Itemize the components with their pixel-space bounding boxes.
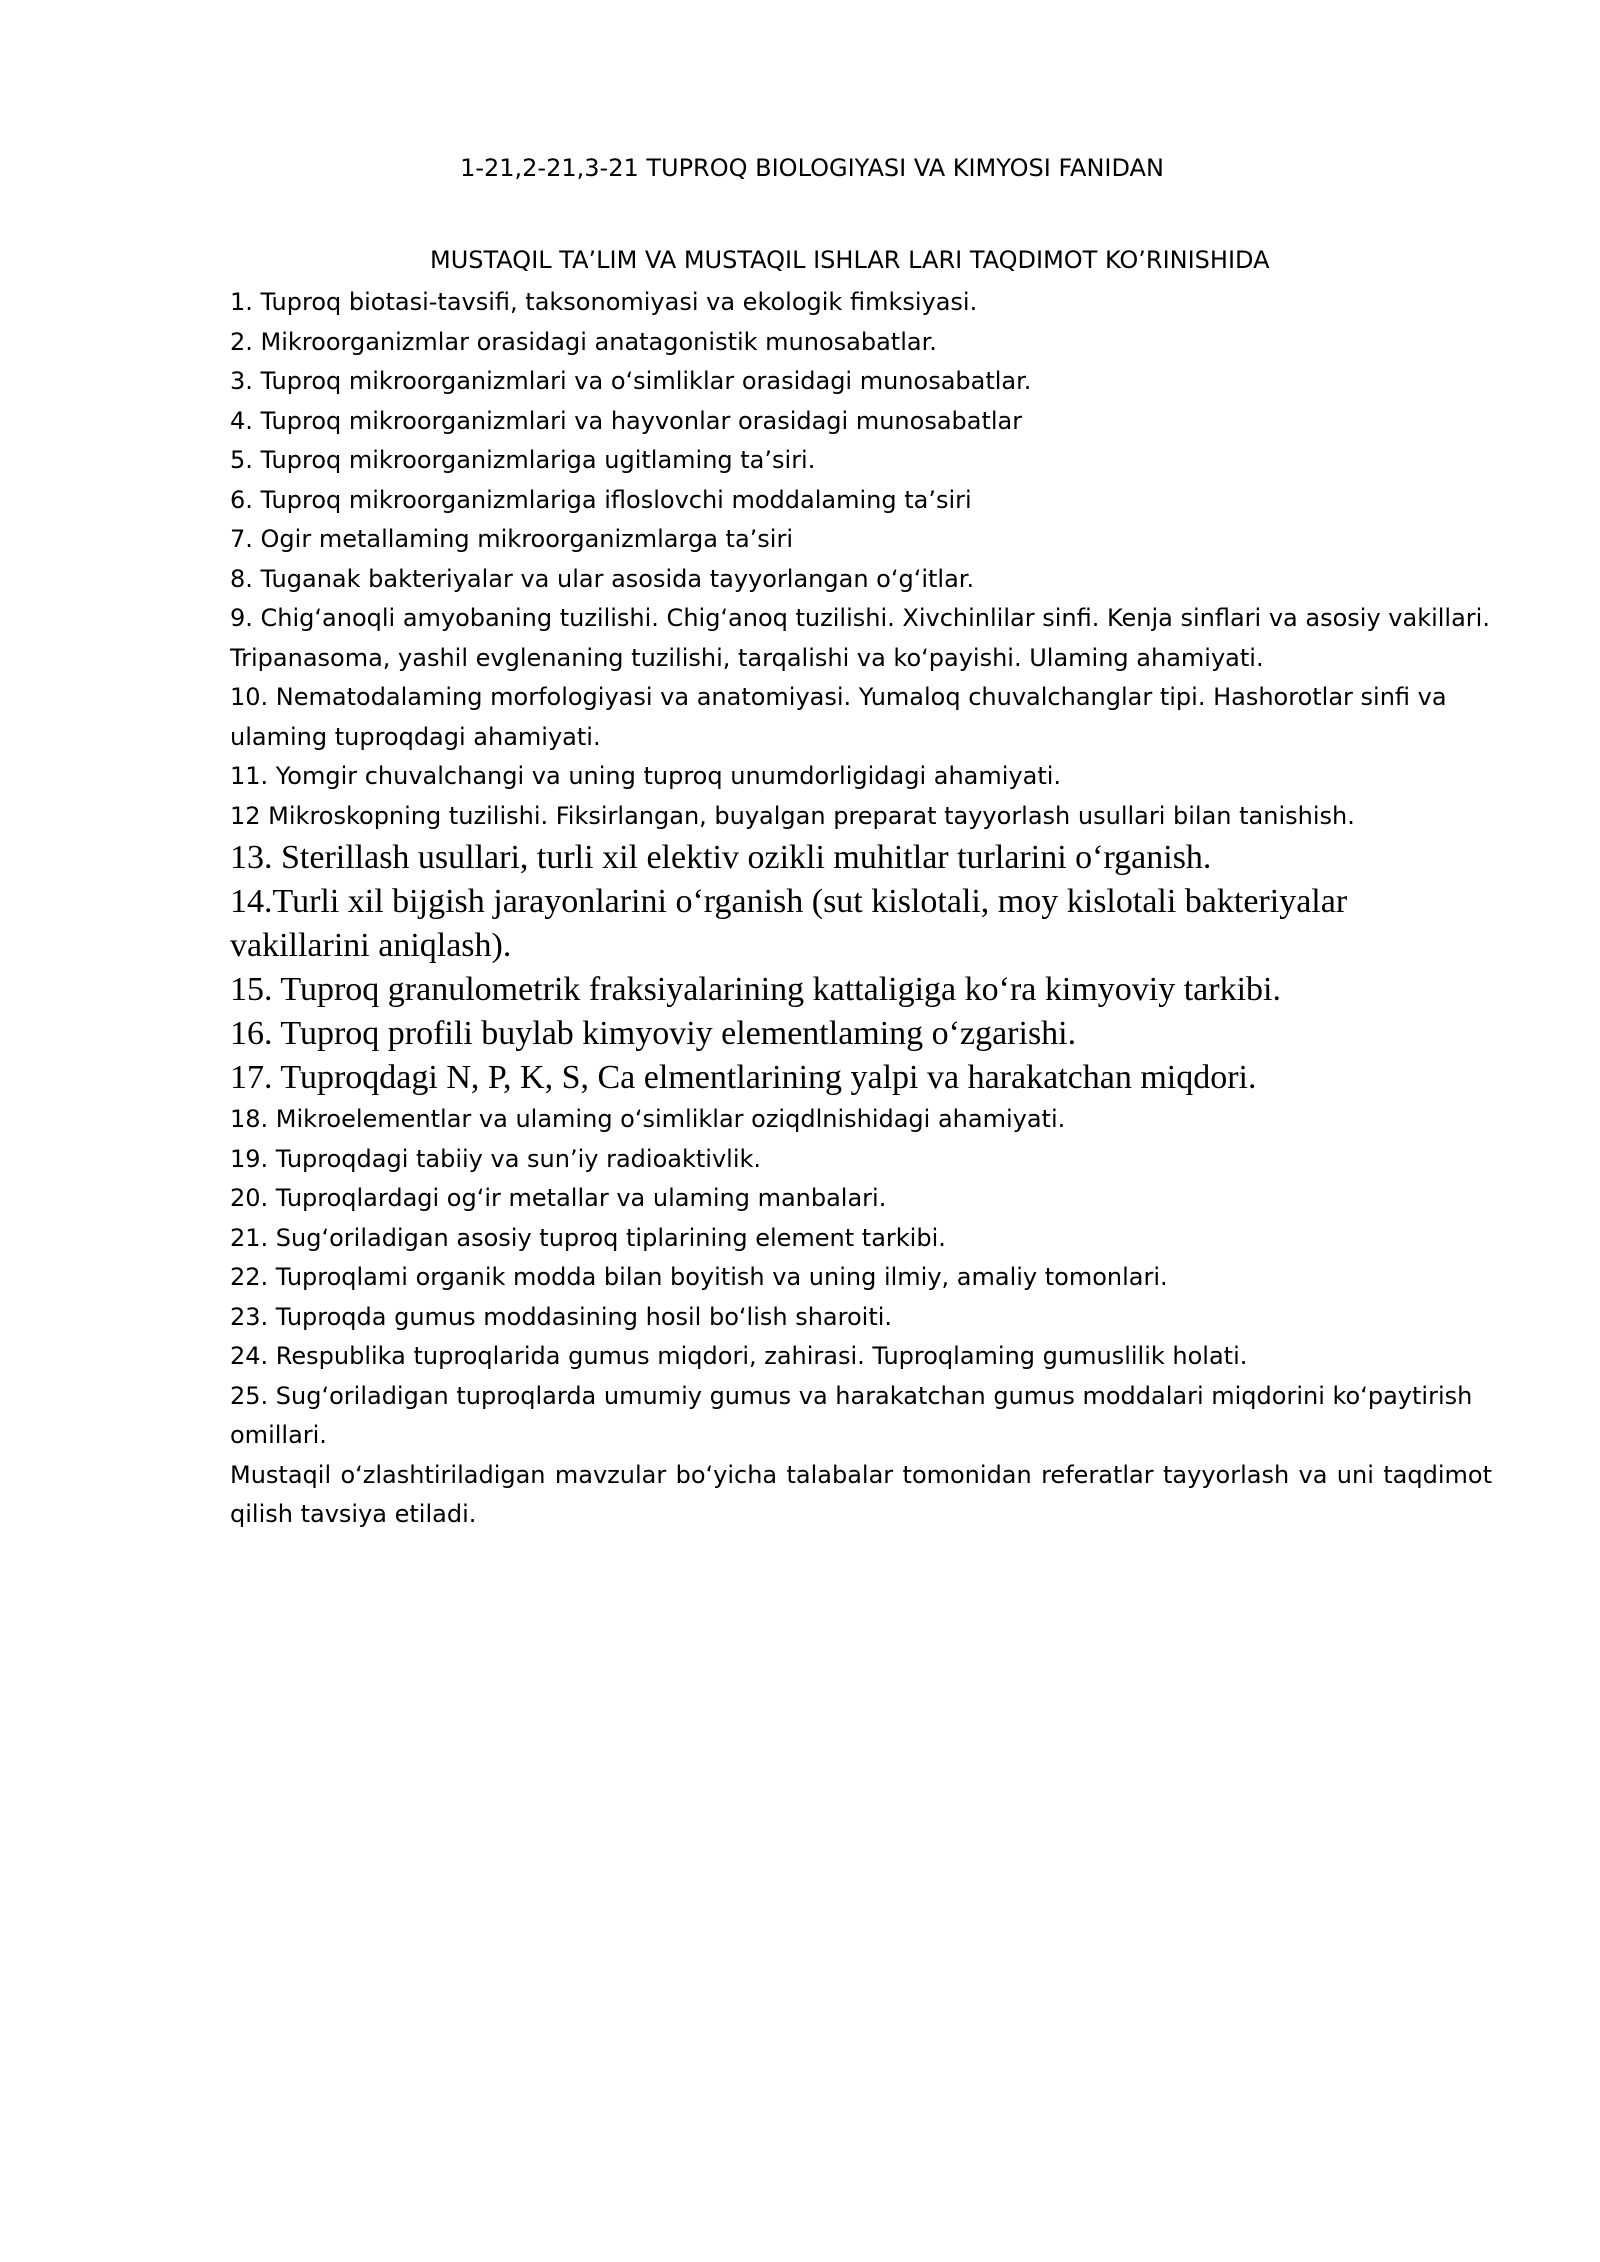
- list-item: 19. Tuproqdagi tabiiy va sun’iy radioaktivlik.: [230, 1144, 762, 1173]
- list-item: 17. Tuproqdagi N, P, K, S, Ca elmentlarining yalpi va harakatchan miqdori.: [230, 1059, 1257, 1096]
- list-item: 9. Chig‘anoqli amyobaning tuzilishi. Chig‘anoq tuzilishi. Xivchinlilar sinfi. Kenja sinflari va asosiy vakillari. Tripanasoma, yashil evglenaning tuzilishi, tarqalishi va ko‘payishi. Ulaming ahamiyati.: [230, 604, 1490, 672]
- document-title: 1-21,2-21,3-21 TUPROQ BIOLOGIYASI VA KIMYOSI FANIDAN: [460, 154, 1164, 182]
- list-item: 7. Ogir metallaming mikroorganizmlarga ta’siri: [230, 525, 793, 553]
- list-item: 24. Respublika tuproqlarida gumus miqdori, zahirasi. Tuproqlaming gumuslilik holati.: [230, 1342, 1248, 1370]
- list-item: 12 Mikroskopning tuzilishi. Fiksirlangan, buyalgan preparat tayyorlash usullari bilan tanishish.: [230, 801, 1355, 830]
- list-item: 20. Tuproqlardagi og‘ir metallar va ulaming manbalari.: [230, 1184, 887, 1212]
- list-item: 13. Sterillash usullari, turli xil elektiv ozikli muhitlar turlarini o‘rganish.: [230, 839, 1212, 876]
- list-item: 23. Tuproqda gumus moddasining hosil bo‘lish sharoiti.: [230, 1302, 893, 1331]
- list-item: 15. Tuproq granulometrik fraksiyalarining kattaligiga ko‘ra kimyoviy tarkibi.: [230, 971, 1281, 1008]
- conclusion-paragraph: Mustaqil o‘zlashtiriladigan mavzular bo‘yicha talabalar tomonidan referatlar tayyorlash va uni taqdimot qilish tavsiya etiladi.: [230, 1460, 1492, 1528]
- topic-list: [230, 283, 1492, 1535]
- list-item: 2. Mikroorganizmlar orasidagi anatagonistik munosabatlar.: [230, 327, 937, 356]
- list-item: 4. Tuproq mikroorganizmlari va hayvonlar orasidagi munosabatlar: [230, 406, 1023, 435]
- list-item: 6. Tuproq mikroorganizmlariga ifloslovchi moddalaming ta’siri: [230, 485, 972, 514]
- list-item: 16. Tuproq profili buylab kimyoviy elementlaming o‘zgarishi.: [230, 1015, 1077, 1052]
- list-item: 8. Tuganak bakteriyalar va ular asosida tayyorlangan o‘g‘itlar.: [230, 564, 975, 593]
- list-item: 25. Sug‘oriladigan tuproqlarda umumiy gumus va harakatchan gumus moddalari miqdorini ko‘paytirish omillari.: [230, 1381, 1473, 1449]
- list-item: 22. Tuproqlami organik modda bilan boyitish va uning ilmiy, amaliy tomonlari.: [230, 1263, 1168, 1291]
- list-item: 18. Mikroelementlar va ulaming o‘simliklar oziqdlnishidagi ahamiyati.: [230, 1105, 1066, 1133]
- list-item: 5. Tuproq mikroorganizmlariga ugitlaming ta’siri.: [230, 446, 816, 474]
- list-item: 14.Turli xil bijgish jarayonlarini o‘rganish (sut kislotali, moy kislotali bakteriyalar vakillarini aniqlash).: [230, 883, 1348, 964]
- list-item: 21. Sug‘oriladigan asosiy tuproq tiplarining element tarkibi.: [230, 1223, 946, 1252]
- list-item: 3. Tuproq mikroorganizmlari va o‘simliklar orasidagi munosabatlar.: [230, 367, 1032, 395]
- list-item: 1. Tuproq biotasi-tavsifi, taksonomiyasi va ekologik fimksiyasi.: [230, 288, 978, 316]
- list-item: 10. Nematodalaming morfologiyasi va anatomiyasi. Yumaloq chuvalchanglar tipi. Hashorotlar sinfi va ulaming tuproqdagi ahamiyati.: [230, 683, 1447, 751]
- list-item: 11. Yomgir chuvalchangi va uning tuproq unumdorligidagi ahamiyati.: [230, 762, 1062, 790]
- document-subtitle: MUSTAQIL TA’LIM VA MUSTAQIL ISHLAR LARI TAQDIMOT KO’RINISHIDA: [430, 246, 1270, 274]
